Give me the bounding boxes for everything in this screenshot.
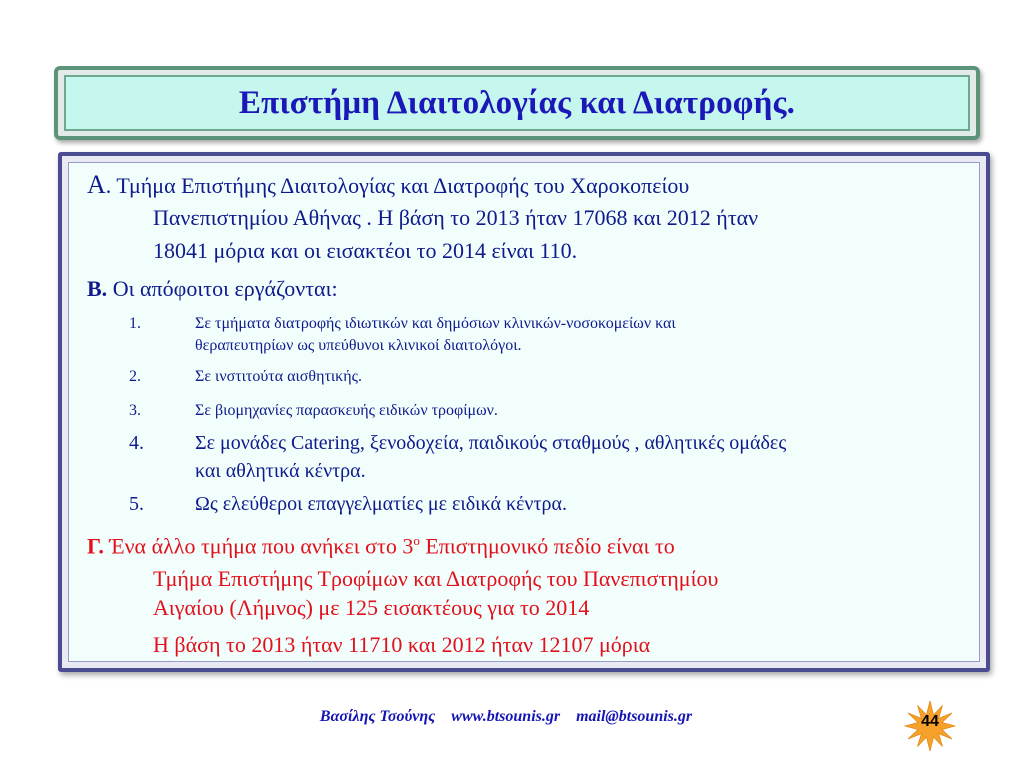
list-item-2-line-1: Σε ινστιτούτα αισθητικής. — [195, 368, 362, 385]
title-frame — [54, 66, 980, 140]
section-b-heading-text: Οι απόφοιτοι εργάζονται: — [107, 276, 338, 301]
content-frame — [58, 152, 990, 672]
section-b-heading — [87, 273, 338, 305]
footer — [252, 708, 772, 726]
list-item-1-line-1: Σε τμήματα διατροφής ιδιωτικών και δημόσιων κλινικών-νοσοκομείων και — [195, 315, 676, 332]
section-a-line-1 — [87, 169, 689, 202]
page-number: 44 — [921, 713, 939, 730]
section-c-line-2: Τμήμα Επιστήμης Τροφίμων και Διατροφής του Πανεπιστημίου — [153, 566, 719, 591]
section-a-marker: Α — [87, 170, 106, 199]
list-item-1-number: 1. — [129, 315, 141, 332]
section-a-line-3: 18041 μόρια και οι εισακτέοι το 2014 είναι 110. — [153, 238, 578, 263]
title-box — [64, 75, 970, 131]
footer-email[interactable]: mail@btsounis.gr — [576, 708, 693, 725]
list-item-4-line-1: Σε μονάδες Catering, ξενοδοχεία, παιδικούς σταθμούς , αθλητικές ομάδες — [195, 432, 787, 454]
list-item-2-number: 2. — [129, 368, 141, 385]
list-item-3-number: 3. — [129, 402, 141, 419]
list-item-4-line-2: και αθλητικά κέντρα. — [195, 460, 366, 482]
list-item-4-number: 4. — [129, 432, 144, 454]
section-a-line-2: Πανεπιστημίου Αθήνας . Η βάση το 2013 ήταν 17068 και 2012 ήταν — [153, 205, 759, 230]
section-a-text-1: . Τμήμα Επιστήμης Διαιτολογίας και Διατροφής του Χαροκοπείου — [105, 173, 690, 198]
section-c-text-post: Επιστημονικό πεδίο είναι το — [419, 533, 675, 559]
section-c-line-4: Η βάση το 2013 ήταν 11710 και 2012 ήταν 12107 μόρια — [153, 632, 651, 657]
section-c-marker: Γ. — [87, 533, 104, 559]
section-c-text-pre: Ένα άλλο τμήμα που ανήκει στο 3 — [103, 533, 414, 559]
section-c-superscript: ο — [413, 533, 420, 548]
footer-website[interactable]: www.btsounis.gr — [451, 708, 561, 725]
section-b-marker: Β. — [87, 276, 108, 301]
slide-title: Επιστήμη Διαιτολογίας και Διατροφής. — [238, 84, 796, 121]
section-c-line-3: Αιγαίου (Λήμνος) με 125 εισακτέους για το 2014 — [153, 595, 590, 620]
section-c-line-1 — [87, 525, 675, 562]
footer-author: Βασίλης Τσούνης — [319, 708, 436, 725]
list-item-3-line-1: Σε βιομηχανίες παρασκευής ειδικών τροφίμων. — [195, 402, 498, 419]
content-box — [68, 162, 980, 662]
list-item-5-number: 5. — [129, 493, 144, 515]
list-item-5-line-1: Ως ελεύθεροι επαγγελματίες με ειδικά κέντρα. — [195, 493, 567, 515]
list-item-1-line-2: θεραπευτηρίων ως υπεύθυνοι κλινικοί διαιτολόγοι. — [195, 337, 522, 354]
